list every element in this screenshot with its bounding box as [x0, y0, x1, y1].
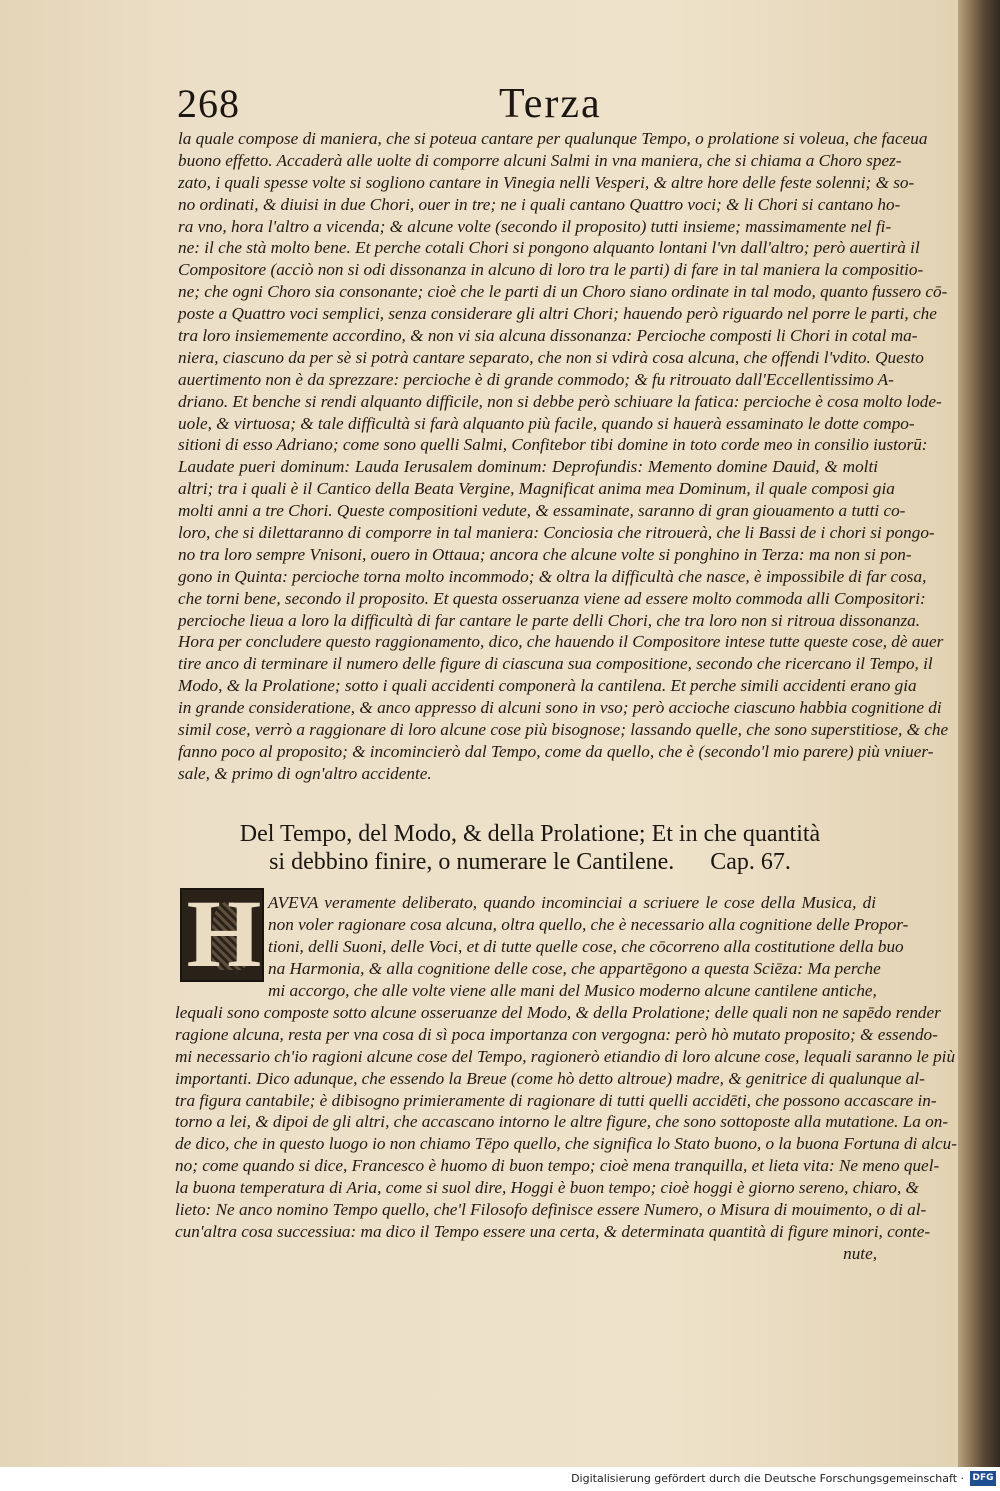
text-line: na Harmonia, & alla cognitione delle cose, che appartēgono a questa Sciēza: Ma perche	[268, 958, 881, 978]
running-head: Terza	[499, 81, 602, 127]
text-line: ne; che ogni Choro sia consonante; cioè che le parti di un Choro siano ordinate in tal modo, quanto fussero cō-	[178, 282, 948, 302]
text-line: percioche lieua a loro la difficultà di far cantare le parte delli Chori, che tra loro non si ritroua dissonanza.	[178, 610, 921, 630]
text-line: lequali sono composte sotto alcune osseruanze del Modo, & della Prolatione; delle quali non ne sapēdo render	[175, 1003, 941, 1022]
dfg-logo: DFG	[970, 1471, 996, 1486]
text-line: Compositore (acciò non si odi dissonanza in alcuno di loro tra le parti) di fare in tal maniera la compositio-	[178, 260, 924, 280]
text-line: no; come quando si dice, Francesco è huomo di buon tempo; cioè mena tranquilla, et lieta vita: Ne meno quel-	[175, 1156, 940, 1176]
text-line: che torni bene, secondo il proposito. Et questa osseruanza viene ad essere molto commoda alli Compositori:	[178, 588, 926, 608]
page-header	[177, 80, 877, 130]
text-line: mi accorgo, che alle volte viene alle mani del Musico moderno alcune cantilene antiche,	[268, 980, 877, 1000]
decorated-initial	[180, 880, 264, 987]
footer-credit: Digitalisierung gefördert durch die Deutsche Forschungsgemeinschaft ·	[571, 1472, 964, 1485]
text-line: ne: il che stà molto bene. Et perche cotali Chori si pongono alquanto lontani l'vn dall'altro; però auertirà il	[178, 238, 920, 258]
digitization-footer	[0, 1467, 1000, 1491]
text-line: driano. Et benche si rendi alquanto difficile, non si debbe però schiuare la fatica: percioche è cosa molto lode-	[178, 391, 942, 411]
initial-letter: H	[186, 880, 262, 987]
text-line: sale, & primo di ogn'altro accidente.	[178, 763, 432, 783]
text-line: importanti. Dico adunque, che essendo la Breue (come hò detto altroue) madre, & genitrice di qualunque al-	[175, 1068, 925, 1088]
chapter-title-line1: Del Tempo, del Modo, & della Prolatione; Et in che quantità	[239, 821, 821, 847]
text-line: cun'altra cosa successiua: ma dico il Tempo essere una certa, & determinata quantità di figure minori, conte-	[175, 1221, 931, 1241]
text-line: zato, i quali spesse volte si sogliono cantare in Vinegia nelli Vesperi, & altre hore delle feste solenni; & so-	[178, 172, 915, 192]
text-line: simil cose, verrò a raggionare di loro alcune cose più bisognose; lassando quelle, che sono superstitiose, & che	[178, 720, 949, 740]
text-line: de dico, che in questo luogo io non chiamo Tēpo quello, che significa lo Stato buono, o la buona Fortuna di alcu-	[175, 1134, 957, 1154]
text-line: AVEVA veramente deliberato, quando incominciai a scriuere le cose della Musica, di	[268, 893, 876, 912]
chapter-title-line2: si debbino finire, o numerare le Cantilene.	[269, 849, 675, 875]
text-line: in grande consideratione, & anco appresso di alcuni sono in vso; però accioche ciascuno habbia cognitione di	[178, 698, 942, 718]
book-gutter-edge	[958, 0, 1000, 1467]
text-line: non voler ragionare cosa alcuna, oltra quello, che è necessario alla cognitione delle Propor-	[268, 914, 909, 934]
text-line: la quale compose di maniera, che si poteua cantare per qualunque Tempo, o prolatione si voleua, che faceua	[178, 129, 928, 148]
chapter-title	[180, 820, 880, 876]
text-line: sitioni di esso Adriano; come sono quelli Salmi, Confitebor tibi domine in toto corde meo in consilio iustorū:	[178, 435, 928, 455]
indented-text-block	[268, 892, 909, 1001]
text-line: lieto: Ne anco nomino Tempo quello, che'l Filosofo definisce essere Numero, o Misura di mouimento, o di al-	[175, 1200, 927, 1220]
text-line: Modo, & la Prolatione; sotto i quali accidenti componerà la cantilena. Et perche simili accidenti erano gia	[178, 676, 917, 696]
text-line: auertimento non è da sprezzare: percioche è di grande commodo; & fu ritrouato dall'Eccellentissimo A-	[178, 369, 894, 389]
text-line: torno a lei, & dipoi de gli altri, che accascano intorno le altre figure, che sono sottoposte alla mutatione. La on-	[175, 1112, 949, 1132]
text-line: tire anco di terminare il numero delle figure di ciascuna sua compositione, secondo che ricercano il Tempo, il	[178, 654, 933, 674]
text-line: ra vno, hora l'altro a vicenda; & alcune volte (secondo il proposito) tutti insieme; massimamente nel fi-	[178, 216, 892, 236]
text-line: buono effetto. Accaderà alle uolte di comporre alcuni Salmi in vna maniera, che si chiama a Choro spez-	[178, 150, 902, 170]
page-number: 268	[177, 81, 240, 126]
text-line: ragione alcuna, resta per vna cosa di sì poca importanza con vergogna: però hò mutato proposito; & essendo-	[175, 1024, 938, 1044]
body-text-block	[178, 128, 949, 785]
text-line: tra loro insiememente accordino, & non vi sia alcuna dissonanza: Percioche composti li Chori in cotal ma-	[178, 326, 918, 346]
text-line: molti anni a tre Chori. Queste compositioni vedute, & essaminate, saranno di gran giouamento a tutti co-	[178, 501, 906, 521]
text-line: no ordinati, & diuisi in due Chori, ouer in tre; ne i quali cantano Quattro voci; & li Chori si cantano ho-	[178, 194, 901, 214]
text-line: la buona temperatura di Aria, come si suol dire, Hoggi è buon tempo; cioè hoggi è giorno sereno, chiaro, &	[175, 1178, 919, 1198]
chapter-text-block	[175, 1002, 957, 1265]
text-line: uole, & virtuosa; & tale difficultà si farà alquanto più facile, quando si hauerà essaminato le dotte compo-	[178, 413, 915, 433]
text-line: altri; tra i quali è il Cantico della Beata Vergine, Magnificat anima mea Dominum, il quale composi gia	[178, 479, 895, 499]
chapter-number: Cap. 67.	[710, 849, 791, 875]
text-line: loro, che si dilettaranno di comporre in tal maniera: Conciosia che ritrouerà, che li Bassi de i chori si pongo-	[178, 523, 935, 543]
text-line: fanno poco al proposito; & incomincierò dal Tempo, come da quello, che è (secondo'l mio parere) più vniuer-	[178, 741, 934, 761]
text-line: Laudate pueri dominum: Lauda Ierusalem dominum: Deprofundis: Memento domine Dauid, & molti	[178, 457, 878, 477]
text-line: gono in Quinta: percioche torna molto incommodo; & oltra la difficultà che nasce, è impossibile di far cosa,	[178, 566, 927, 586]
text-line: tioni, delli Suoni, delle Voci, et di tutte quelle cose, che cōcorreno alla costitutione della buo	[268, 936, 904, 956]
catchword: nute,	[843, 1243, 877, 1263]
text-line: tra figura cantabile; è dibisogno primieramente di ragionare di tutti quelli accidēti, che possono accascare in-	[175, 1090, 937, 1110]
text-line: mi necessario ch'io ragioni alcune cose del Tempo, ragionerò etiandio di loro alcune cose, lequali saranno le più	[175, 1046, 956, 1066]
text-line: no tra loro sempre Vnisoni, ouero in Ottaua; ancora che alcune volte si ponghino in Terza: ma non si pon-	[178, 544, 912, 564]
chapter-title-line2-wrap	[180, 848, 880, 876]
text-line: Hora per concludere questo raggionamento, dico, che hauendo il Compositore intese tutte queste cose, dè auer	[178, 632, 944, 652]
text-line: niera, ciascuno da per sè si potrà cantare separato, che non si vdirà cosa alcuna, che offendi l'vdito. Questo	[178, 347, 924, 367]
text-line: poste a Quattro voci semplici, senza considerare gli altri Chori; hauendo però riguardo nel porre le parti, che	[178, 304, 937, 324]
